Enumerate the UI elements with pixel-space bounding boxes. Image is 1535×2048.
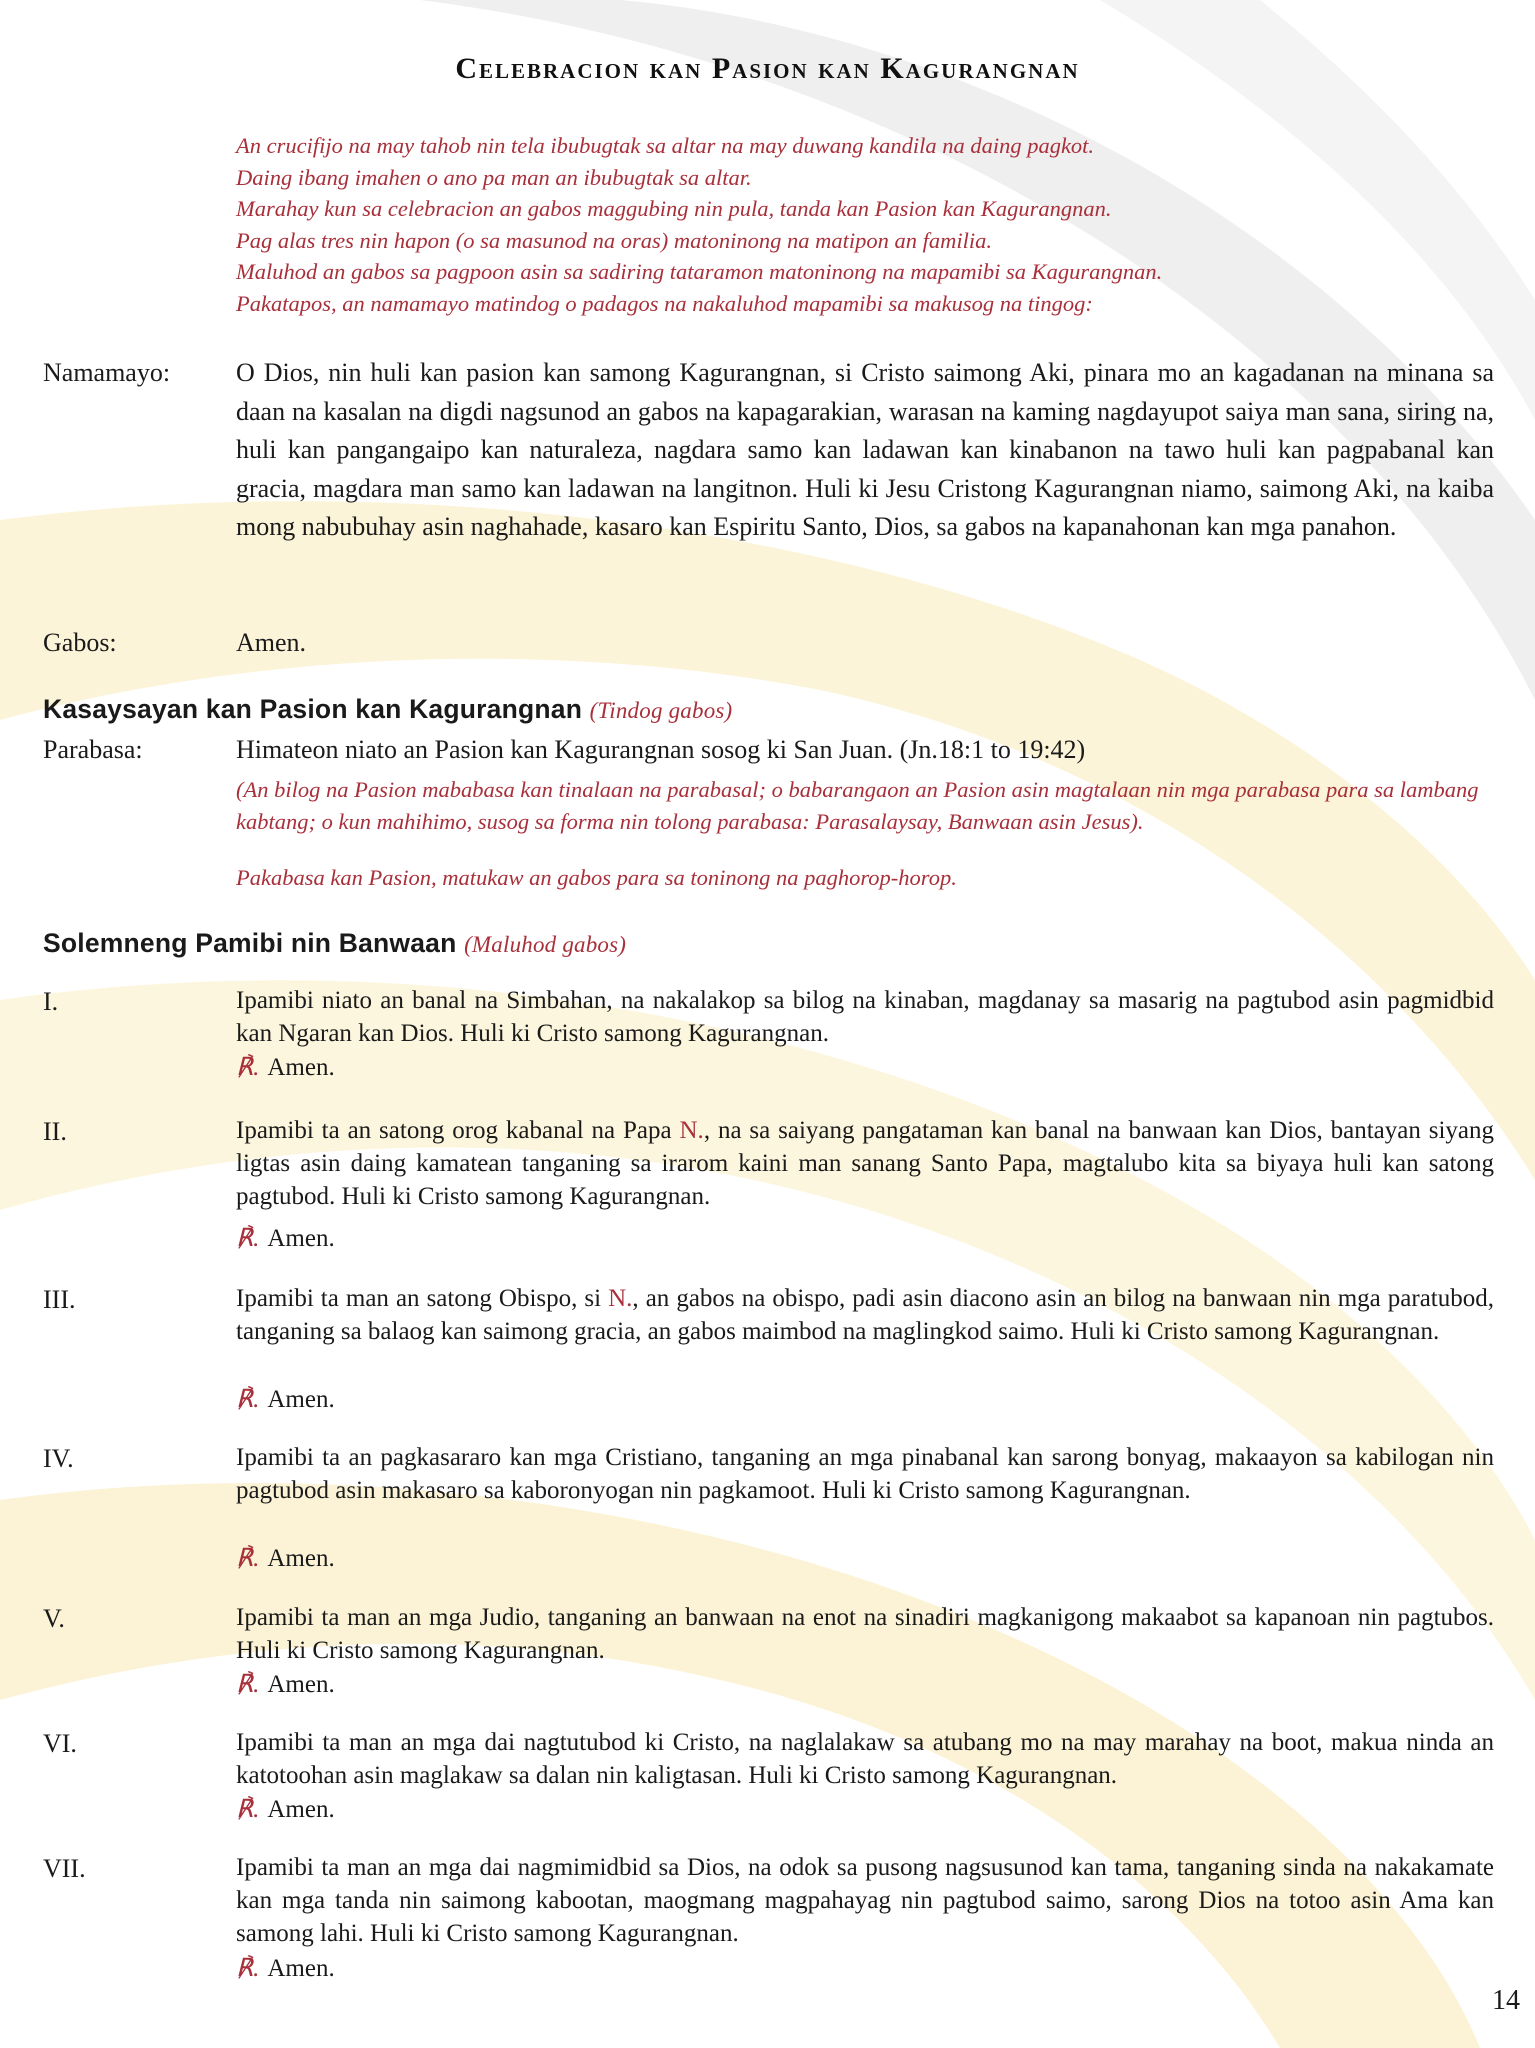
page-number: 14	[1492, 1985, 1520, 2016]
intercession-text: Ipamibi ta man an mga Judio, tanganing an banwaan na enot na sinadiri magkanigong makaabot sa kapanoan nin pagtubos. Huli ki Cristo samong Kagurangnan.	[236, 1604, 1494, 1664]
intercession-response	[236, 1383, 335, 1416]
intercession-response	[236, 1952, 335, 1985]
response-symbol: ℟.	[236, 1671, 260, 1698]
passion-rubric: (An bilog na Pasion mababasa kan tinalaan na parabasal; o babarangaon an Pasion asin magtalaan nin mga parabasa para sa lambang kabtang; o kun mahihimo, susog sa forma nin tolong parabasa: Parasalaysay, Banwaan asin Jesus).	[236, 777, 1479, 834]
intercession-numeral: I.	[43, 987, 59, 1016]
section-heading-intercessions	[43, 928, 626, 959]
reading-text: Himateon niato an Pasion kan Kagurangnan sosog ki San Juan. (Jn.18:1 to 19:42)	[236, 735, 1086, 764]
intercession-numeral: V.	[43, 1604, 65, 1633]
response-symbol: ℟.	[236, 1225, 260, 1252]
speaker-label: Namamayo:	[43, 358, 171, 387]
rubric-line: Maluhod an gabos sa pagpoon asin sa sadiring tataramon matoninong na mapamibi sa Kagurangnan.	[236, 259, 1163, 284]
response-symbol: ℟.	[236, 1545, 260, 1572]
intercession-numeral: II.	[43, 1117, 67, 1146]
heading-note: (Maluhod gabos)	[464, 932, 627, 957]
intercession-numeral: VI.	[43, 1729, 77, 1758]
response-speaker-label: Gabos:	[43, 628, 117, 657]
intercession-text	[236, 1114, 1494, 1213]
rubric-line: Daing ibang imahen o ano pa man an ibubugtak sa altar.	[236, 164, 752, 190]
rubric-line: Marahay kun sa celebracion an gabos maggubing nin pula, tanda kan Pasion kan Kagurangnan.	[236, 196, 1112, 221]
response-symbol: ℟.	[236, 1955, 260, 1982]
text-part: , an gabos na obispo, padi asin diacono asin an bilog na banwaan nin mga paratubod, tanganing sa balaog kan saimong gracia, an gabos maimbod na maglingkod saimo. Huli ki Cristo samong Kagurangnan.	[236, 1285, 1494, 1345]
intercession-response	[236, 1793, 335, 1826]
response-amen: Amen.	[267, 1054, 335, 1081]
intercession-response	[236, 1222, 335, 1255]
intercession-response	[236, 1668, 335, 1701]
intercession-text: Ipamibi ta man an mga dai nagmimidbid sa Dios, na odok sa pusong nagsusunod kan tama, tanganing sinda na nakakamate kan mga tanda nin saimong kabootan, maogmang magpahayag nin pagtubod saimo, sarong Dios na totoo asin Ama kan samong lahi. Huli ki Cristo samong Kagurangnan.	[236, 1854, 1494, 1947]
response-amen: Amen.	[267, 1671, 335, 1698]
passion-rubric: Pakabasa kan Pasion, matukaw an gabos para sa toninong na paghorop-horop.	[236, 865, 957, 890]
intro-rubrics	[236, 130, 1496, 319]
response-amen: Amen.	[267, 1955, 335, 1982]
response-symbol: ℟.	[236, 1386, 260, 1413]
text-part: Ipamibi ta an satong orog kabanal na Papa	[236, 1117, 680, 1144]
intercession-text: Ipamibi ta an pagkasararo kan mga Cristiano, tanganing an mga pinabanal kan sarong bonyag, makaayon sa kabilogan nin pagtubod asin makasaro sa kaboronyogan nin pagkamoot. Huli ki Cristo samong Kagurangnan.	[236, 1444, 1494, 1504]
intercession-numeral: VII.	[43, 1854, 86, 1883]
page-title: Celebracion kan Pasion kan Kagurangnan	[455, 52, 1080, 85]
reader-label: Parabasa:	[43, 735, 143, 764]
response-symbol: ℟.	[236, 1796, 260, 1823]
intercession-text	[236, 1282, 1494, 1348]
intercession-text: Ipamibi ta man an mga dai nagtutubod ki Cristo, na naglalakaw sa atubang mo na may marahay na boot, makua ninda an katotoohan asin maglakaw sa dalan nin kaligtasan. Huli ki Cristo samong Kagurangnan.	[236, 1729, 1494, 1789]
heading-note: (Tindog gabos)	[589, 698, 733, 723]
intercession-text: Ipamibi niato an banal na Simbahan, na nakalakop sa bilog na kinaban, magdanay sa masarig na pagtubod asin pagmidbid kan Ngaran kan Dios. Huli ki Cristo samong Kagurangnan.	[236, 987, 1494, 1047]
rubric-line: An crucifijo na may tahob nin tela ibubugtak sa altar na may duwang kandila na daing pagkot.	[236, 133, 1095, 158]
heading-text: Kasaysayan kan Pasion kan Kagurangnan	[43, 694, 583, 724]
opening-prayer-text: O Dios, nin huli kan pasion kan samong Kagurangnan, si Cristo saimong Aki, pinara mo an kagadanan na minana sa daan na kasalan na digdi nagsunod an gabos na kapagarakian, warasan na kaming nagdayupot saiya man sana, siring na, huli kan pangangaipo kan naturaleza, nagdara samo kan ladawan kan kinabanon na tawo huli kan pagpabanal kan gracia, magdara man samo kan ladawan na langitnon. Huli ki Jesu Cristong Kagurangnan niamo, saimong Aki, na kaiba mong nabubuhay asin naghahade, kasaro kan Espiritu Santo, Dios, sa gabos na kapanahonan kan mga panahon.	[236, 358, 1494, 542]
intercession-numeral: IV.	[43, 1444, 74, 1473]
response-amen: Amen.	[267, 1225, 335, 1252]
heading-text: Solemneng Pamibi nin Banwaan	[43, 928, 457, 958]
text-part: Ipamibi ta man an satong Obispo, si	[236, 1285, 609, 1312]
response-amen: Amen.	[267, 1545, 335, 1572]
response-amen: Amen.	[267, 1386, 335, 1413]
response-text: Amen.	[236, 628, 307, 657]
rubric-line: Pag alas tres nin hapon (o sa masunod na oras) matoninong na matipon an familia.	[236, 227, 993, 253]
intercession-response	[236, 1542, 335, 1575]
response-symbol: ℟.	[236, 1054, 260, 1081]
name-placeholder: N.	[608, 1285, 633, 1312]
rubric-line: Pakatapos, an namamayo matindog o padagos na nakaluhod mapamibi sa makusog na tingog:	[236, 290, 1093, 316]
name-placeholder: N.	[679, 1117, 704, 1144]
intercession-numeral: III.	[43, 1285, 76, 1314]
intercession-response	[236, 1051, 335, 1084]
section-heading-passion	[43, 694, 732, 725]
response-amen: Amen.	[267, 1796, 335, 1823]
text-part: , na sa saiyang pangataman kan banal na banwaan kan Dios, bantayan siyang ligtas asin daing kamatean tanganing sa irarom kaini man sanang Santo Papa, magtalubo kita sa biyaya huli kan satong pagtubod. Huli ki Cristo samong Kagurangnan.	[236, 1117, 1494, 1210]
